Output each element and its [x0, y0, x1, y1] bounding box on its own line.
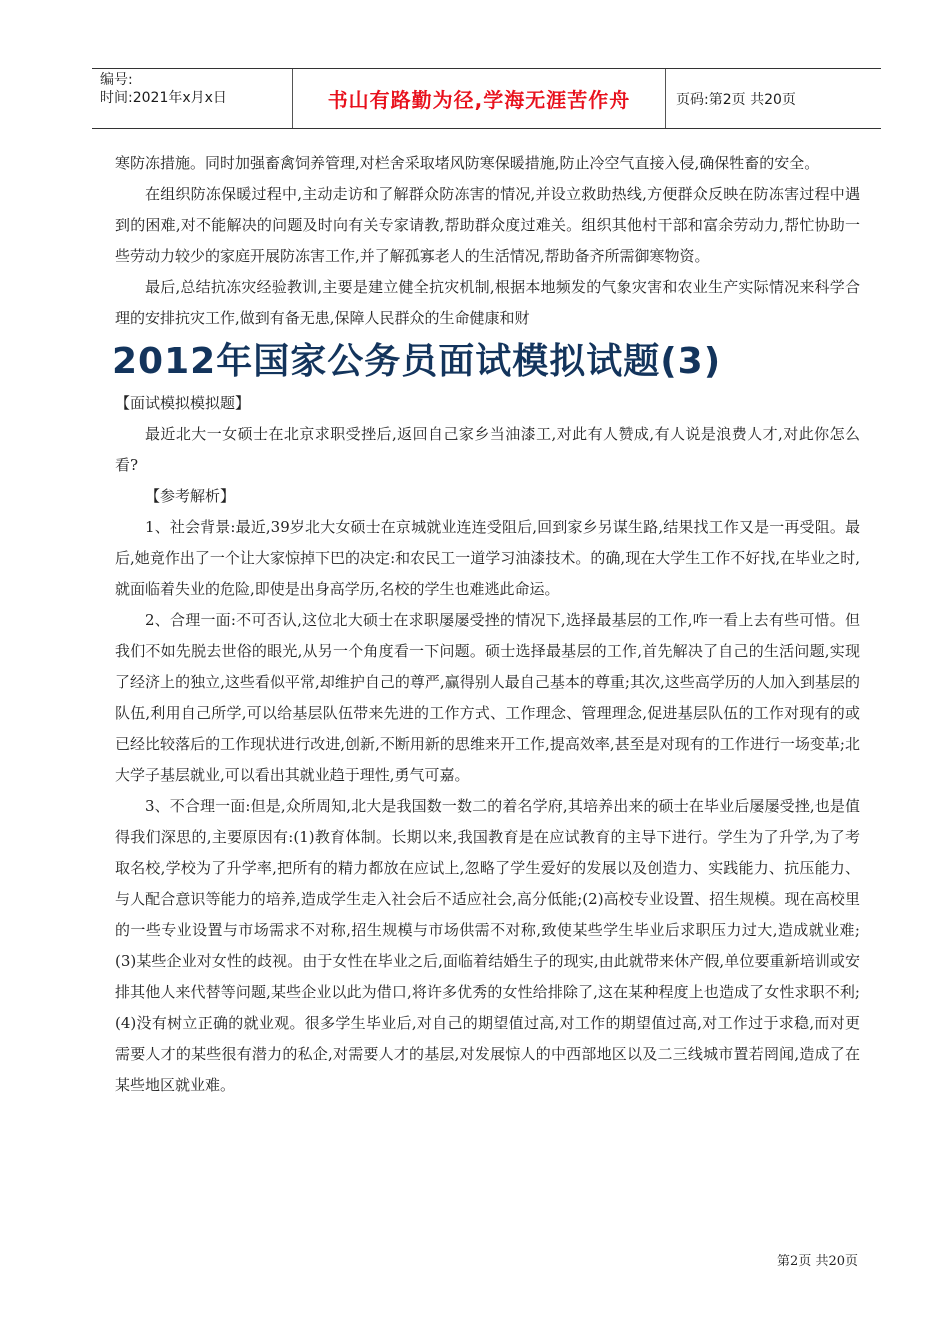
- answer-label: 【参考解析】: [145, 487, 236, 505]
- document-number-label: 编号:: [100, 72, 133, 88]
- answer-point-1: 1、社会背景:最近,39岁北大女硕士在京城就业连连受阻后,回到家乡另谋生路,结果找工作又是一再受阻。最后,她竟作出了一个让大家惊掉下巴的决定:和农民工一道学习油漆技术。的确,现在大学生工作不好找,在毕业之时,就面临着失业的危险,即使是出身高学历,名校的学生也难逃此命运。: [115, 518, 860, 598]
- header-motto-cell: [293, 69, 666, 128]
- document-body: [112, 148, 860, 1101]
- document-time-label: 时间:2021年x月x日: [100, 90, 227, 106]
- header-motto: 书山有路勤为径,学海无涯苦作舟: [327, 88, 631, 112]
- page-footer: [777, 1250, 858, 1269]
- answer-point-3: 3、不合理一面:但是,众所周知,北大是我国数一数二的着名学府,其培养出来的硕士在毕业后屡屡受挫,也是值得我们深思的,主要原因有:(1)教育体制。长期以来,我国教育是在应试教育的主导下进行。学生为了升学,为了考取名校,学校为了升学率,把所有的精力都放在应试上,忽略了学生爱好的发展以及创造力、实践能力、抗压能力、与人配合意识等能力的培养,造成学生走入社会后不适应社会,高分低能;(2)高校专业设置、招生规模。现在高校里的一些专业设置与市场需求不对称,招生规模与市场供需不对称,致使某些学生毕业后求职压力过大,造成就业难;(3)某些企业对女性的歧视。由于女性在毕业之后,面临着结婚生子的现实,由此就带来休产假,单位要重新培训或安排其他人来代替等问题,某些企业以此为借口,将许多优秀的女性给排除了,这在某种程度上也造成了女性求职不利;(4)没有树立正确的就业观。很多学生毕业后,对自己的期望值过高,对工作的期望值过高,对工作过于求稳,而对更需要人才的某些很有潜力的私企,对需要人才的基层,对发展惊人的中西部地区以及二三线城市置若罔闻,造成了在某些地区就业难。: [115, 797, 860, 1094]
- question-text: 最近北大一女硕士在北京求职受挫后,返回自己家乡当油漆工,对此有人赞成,有人说是浪费人才,对此你怎么看?: [115, 425, 860, 474]
- paragraph-cold-prevention: 寒防冻措施。同时加强畜禽饲养管理,对栏舍采取堵风防寒保暖措施,防止冷空气直接入侵,确保牲畜的安全。: [115, 154, 820, 172]
- question-label: 【面试模拟模拟题】: [115, 394, 251, 412]
- paragraph-summary: 最后,总结抗冻灾经验教训,主要是建立健全抗灾机制,根据本地频发的气象灾害和农业生产实际情况来科学合理的安排抗灾工作,做到有备无患,保障人民群众的生命健康和财: [115, 278, 860, 327]
- answer-point-2: 2、合理一面:不可否认,这位北大硕士在求职屡屡受挫的情况下,选择最基层的工作,咋一看上去有些可惜。但我们不如先脱去世俗的眼光,从另一个角度看一下问题。硕士选择最基层的工作,首先解决了自己的生活问题,实现了经济上的独立,这些看似平常,却维护自己的尊严,赢得别人最自己基本的尊重;其次,这些高学历的人加入到基层的队伍,利用自己所学,可以给基层队伍带来先进的工作方式、工作理念、管理理念,促进基层队伍的工作对现有的或已经比较落后的工作现状进行改进,创新,不断用新的思维来开工作,提高效率,甚至是对现有的工作进行一场变革;北大学子基层就业,可以看出其就业趋于理性,勇气可嘉。: [115, 611, 860, 784]
- section-title: 2012年国家公务员面试模拟试题(3): [112, 341, 722, 382]
- header-page-info: 页码:第2页 共20页: [676, 91, 796, 108]
- header-meta-cell: [92, 69, 293, 128]
- paragraph-visit-masses: 在组织防冻保暖过程中,主动走访和了解群众防冻害的情况,并设立救助热线,方便群众反映在防冻害过程中遇到的困难,对不能解决的问题及时向有关专家请教,帮助群众度过难关。组织其他村干部和富余劳动力,帮忙协助一些劳动力较少的家庭开展防冻害工作,并了解孤寡老人的生活情况,帮助备齐所需御寒物资。: [115, 185, 860, 265]
- header-page-cell: [666, 69, 881, 128]
- footer-page-info: 第2页 共20页: [777, 1254, 858, 1269]
- page-header: [92, 68, 881, 129]
